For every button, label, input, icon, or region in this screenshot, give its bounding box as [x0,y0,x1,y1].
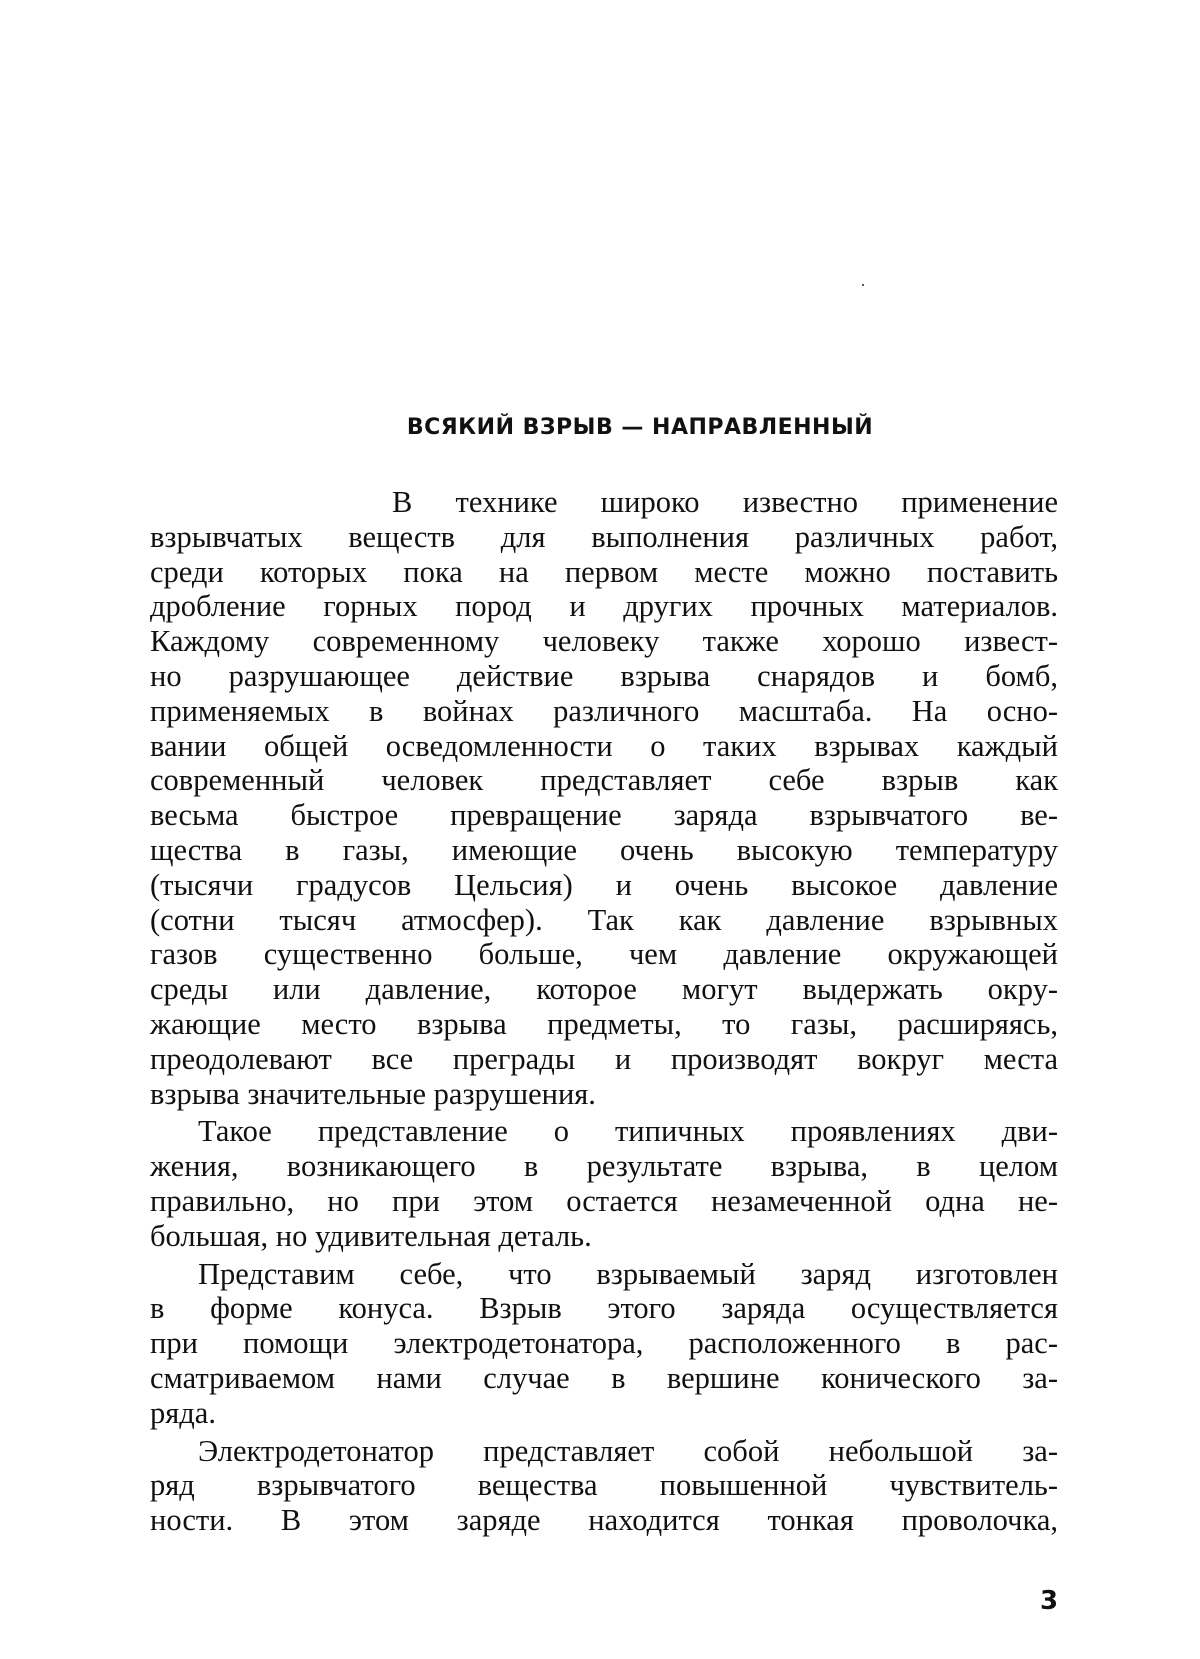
book-page [0,0,1200,1659]
text-line: взрыва значительные разрушения. [150,1077,1058,1112]
text-line: среди которых пока на первом месте можно поставить [150,555,1058,590]
text-line: но разрушающее действие взрыва снарядов и бомб, [150,659,1058,694]
text-line: жающие место взрыва предметы, то газы, расширяясь, [150,1007,1058,1042]
text-line: при помощи электродетонатора, расположенного в рас- [150,1326,1058,1361]
text-line: вании общей осведомленности о таких взрывах каждый [150,729,1058,764]
paragraph-4 [150,1434,1058,1538]
paragraph-2 [150,1114,1058,1253]
text-line: ности. В этом заряде находится тонкая проволочка, [150,1503,1058,1538]
text-line: ряд взрывчатого вещества повышенной чувствитель- [150,1468,1058,1503]
text-line: взрывчатых веществ для выполнения различных работ, [150,520,1058,555]
paragraph-3 [150,1257,1058,1431]
paragraph-1 [150,485,1058,1111]
text-line: Каждому современному человеку также хорошо извест- [150,624,1058,659]
text-line: преодолевают все преграды и производят вокруг места [150,1042,1058,1077]
text-line: большая, но удивительная деталь. [150,1219,1058,1254]
text-line: сматриваемом нами случае в вершине конического за- [150,1361,1058,1396]
text-line: правильно, но при этом остается незамеченной одна не- [150,1184,1058,1219]
text-line: (сотни тысяч атмосфер). Так как давление взрывных [150,903,1058,938]
page-number: 3 [1040,1586,1058,1616]
text-line: Представим себе, что взрываемый заряд изготовлен [150,1257,1058,1292]
text-line: газов существенно больше, чем давление окружающей [150,937,1058,972]
text-line: Такое представление о типичных проявлениях дви- [150,1114,1058,1149]
text-line: применяемых в войнах различного масштаба. На осно- [150,694,1058,729]
text-line: щества в газы, имеющие очень высокую температуру [150,833,1058,868]
text-line: дробление горных пород и других прочных материалов. [150,589,1058,624]
print-speck [862,284,864,286]
chapter-title: ВСЯКИЙ ВЗРЫВ — НАПРАВЛЕННЫЙ [0,415,1200,440]
text-line: Электродетонатор представляет собой небольшой за- [150,1434,1058,1469]
text-line: жения, возникающего в результате взрыва, в целом [150,1149,1058,1184]
text-line: современный человек представляет себе взрыв как [150,763,1058,798]
body-text [150,485,1058,1541]
text-line: среды или давление, которое могут выдержать окру- [150,972,1058,1007]
text-line: ряда. [150,1396,1058,1431]
text-line: В технике широко известно применение [150,485,1058,520]
text-line: в форме конуса. Взрыв этого заряда осуществляется [150,1291,1058,1326]
text-line: (тысячи градусов Цельсия) и очень высокое давление [150,868,1058,903]
text-line: весьма быстрое превращение заряда взрывчатого ве- [150,798,1058,833]
